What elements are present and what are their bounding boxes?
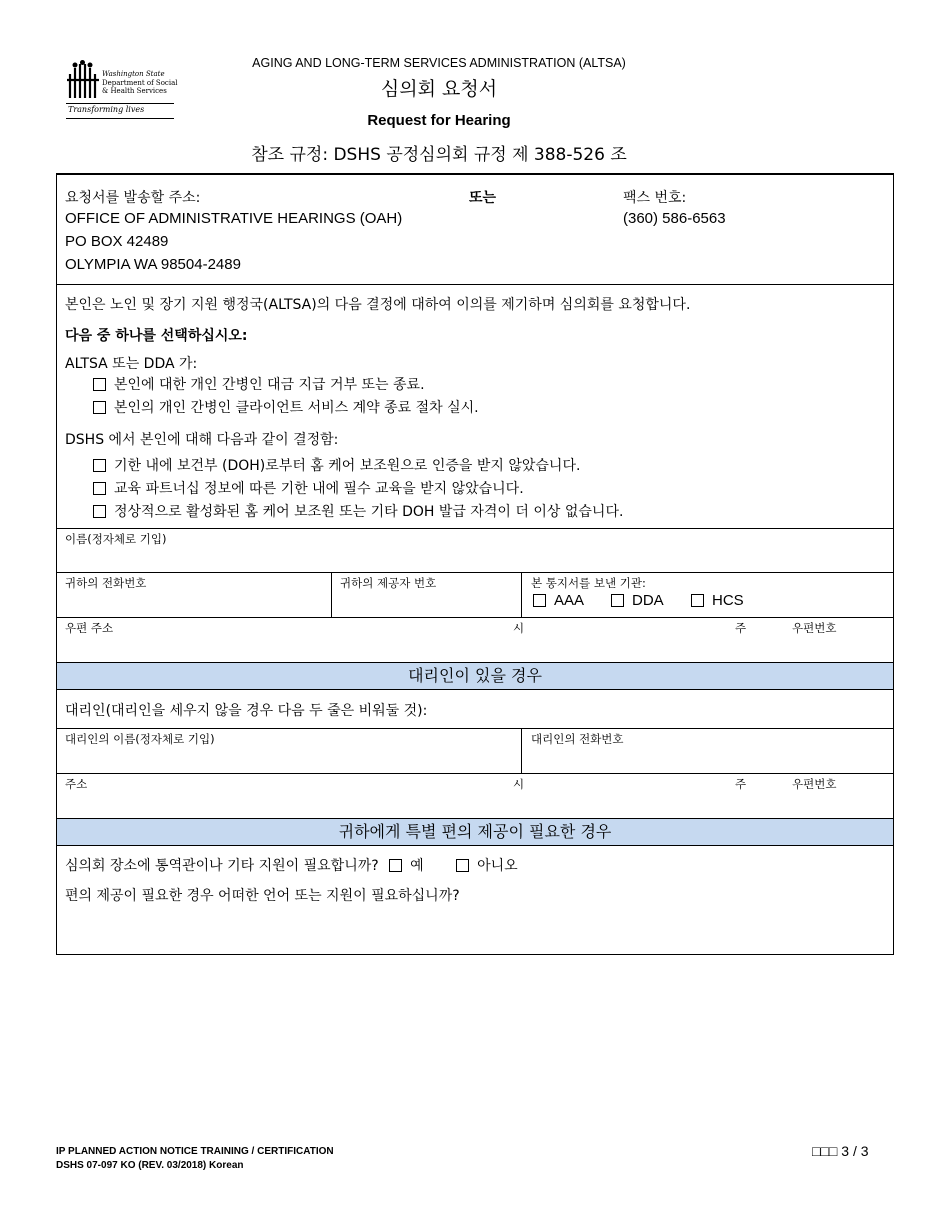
logo-line-1: Washington State [102,70,165,78]
dshs-emblem-icon [66,60,100,100]
interpreter-question [65,855,518,875]
phone-input[interactable] [57,591,331,615]
or-label: 또는 [469,190,497,206]
notice-option-dda[interactable] [611,592,664,609]
group2-option-1[interactable] [93,455,580,475]
oah-po-box: PO BOX 42489 [65,233,169,250]
form-title-english: Request for Hearing [367,112,511,129]
yes-checkbox[interactable] [389,859,402,872]
provider-field-label: 귀하의 제공자 번호 [340,576,437,590]
option-label: HCS [712,592,744,609]
appeal-intro: 본인은 노인 및 장기 지원 행정국(ALTSA)의 다음 결정에 대하여 이의를 제기하며 심의회를 요청합니다. [65,297,691,313]
fax-number: (360) 586-6563 [623,210,726,227]
rep-zip-label: 우편번호 [792,777,837,791]
language-support-input[interactable] [57,909,893,953]
divider [57,617,893,618]
checkbox[interactable] [533,594,546,607]
select-one-label: 다음 중 하나를 선택하십시오: [65,328,248,344]
dshs-logo [64,58,178,120]
rep-city-label: 시 [513,777,525,791]
city-label: 시 [513,621,525,635]
fax-label: 팩스 번호: [623,190,687,206]
logo-line-2: Department of Social [102,79,178,87]
zip-label: 우편번호 [792,621,837,635]
notice-option-hcs[interactable] [691,592,744,609]
rep-address-label: 주소 [65,777,88,791]
group2-option-2[interactable] [93,478,524,498]
representative-section-header: 대리인이 있을 경우 [57,663,893,689]
checkbox[interactable] [93,401,106,414]
notice-option-aaa[interactable] [533,592,584,609]
notice-from-label: 본 통지서를 보낸 기관: [531,576,646,590]
group2-label: DSHS 에서 본인에 대해 다음과 같이 결정함: [65,432,339,448]
option-label: 본인의 개인 간병인 클라이언트 서비스 계약 종료 절차 실시. [114,400,479,416]
group1-label: ALTSA 또는 DDA 가: [65,356,198,372]
logo-rule-top [66,103,174,104]
rep-name-label: 대리인의 이름(정자체로 기입) [65,732,215,746]
rep-phone-input[interactable] [522,747,893,771]
group2-option-3[interactable] [93,501,623,521]
option-label: 교육 파트너십 정보에 따른 기한 내에 필수 교육을 받지 않았습니다. [114,481,524,497]
oah-office: OFFICE OF ADMINISTRATIVE HEARINGS (OAH) [65,210,403,227]
yes-label: 예 [410,858,424,874]
divider [57,572,893,573]
group1-option-1[interactable] [93,374,425,394]
footer-form-title: IP PLANNED ACTION NOTICE TRAINING / CERTIFICATION [56,1146,334,1157]
phone-field-label: 귀하의 전화번호 [65,576,147,590]
option-label: AAA [554,592,585,609]
divider [57,528,893,529]
oah-city-line: OLYMPIA WA 98504-2489 [65,256,241,273]
hearing-request-form [56,173,894,955]
page-indicator [812,1143,869,1159]
agency-name: AGING AND LONG-TERM SERVICES ADMINISTRATION (ALTSA) [252,56,626,70]
no-checkbox[interactable] [456,859,469,872]
logo-rule-bottom [66,118,174,119]
name-input[interactable] [57,547,893,571]
footer-form-number: DSHS 07-097 KO (REV. 03/2018) Korean [56,1160,244,1171]
group1-option-2[interactable] [93,397,479,417]
send-to-label: 요청서를 발송할 주소: [65,190,201,206]
option-label: 기한 내에 보건부 (DOH)로부터 홈 케어 보조원으로 인증을 받지 않았습니다. [114,458,581,474]
option-label: 정상적으로 활성화된 홈 케어 보조원 또는 기타 DOH 발급 자격이 더 이상 없습니다. [114,504,624,520]
mail-address-input[interactable] [57,636,893,660]
rep-phone-label: 대리인의 전화번호 [531,732,624,746]
no-label: 아니오 [477,858,518,874]
rep-name-input[interactable] [57,747,521,771]
page-number: 3 / 3 [841,1143,869,1159]
state-label: 주 [735,621,747,635]
checkbox[interactable] [93,378,106,391]
divider [57,845,893,846]
rep-address-input[interactable] [57,792,893,816]
language-question: 편의 제공이 필요한 경우 어떠한 언어 또는 지원이 필요하십니까? [65,888,460,904]
name-field-label: 이름(정자체로 기입) [65,532,167,546]
regulation-reference: 참조 규정: DSHS 공정심의회 규정 제 388-526 조 [251,145,627,165]
interpreter-question-text: 심의회 장소에 통역관이나 기타 지원이 필요합니까? [65,858,379,874]
option-label: DDA [632,592,664,609]
accommodation-section-header: 귀하에게 특별 편의 제공이 필요한 경우 [57,819,893,845]
divider [57,284,893,285]
checkbox[interactable] [611,594,624,607]
page-prefix: □□□ [812,1143,838,1159]
logo-tagline: Transforming lives [68,105,145,114]
option-label: 본인에 대한 개인 간병인 대금 지급 거부 또는 종료. [114,377,425,393]
divider [57,728,893,729]
form-title-korean: 심의회 요청서 [380,78,498,100]
provider-number-input[interactable] [332,591,521,615]
mail-address-label: 우편 주소 [65,621,114,635]
checkbox[interactable] [93,459,106,472]
logo-line-3: & Health Services [102,87,167,95]
representative-instruction: 대리인(대리인을 세우지 않을 경우 다음 두 줄은 비워둘 것): [65,703,428,719]
rep-state-label: 주 [735,777,747,791]
checkbox[interactable] [93,505,106,518]
divider [57,689,893,690]
checkbox[interactable] [93,482,106,495]
checkbox[interactable] [691,594,704,607]
divider [521,572,522,617]
divider [57,773,893,774]
